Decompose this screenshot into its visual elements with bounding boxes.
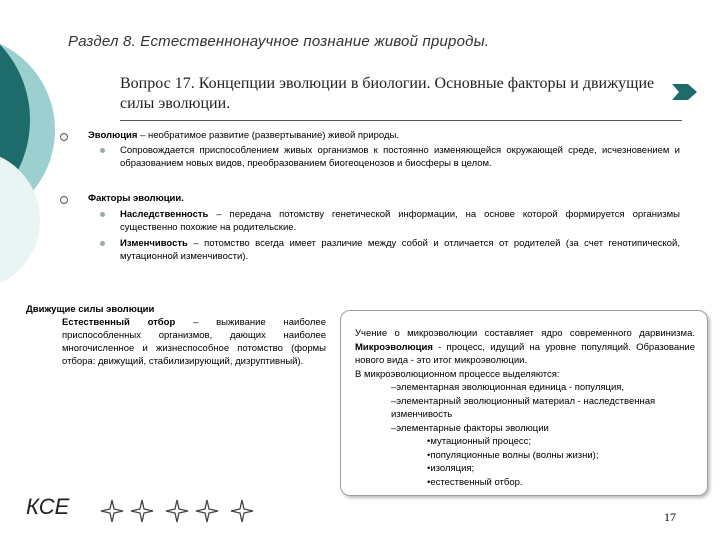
processes-heading: В микроэволюционном процессе выделяются:: [355, 368, 560, 380]
sparkle-stars-icon: [100, 498, 270, 524]
list-item: •мутационный процесс;: [427, 436, 532, 447]
factors-list: [355, 435, 695, 489]
list-item: •изоляция;: [427, 463, 475, 474]
natural-selection-description: – выживание наиболее приспособленных организмов, дающих наиболее многочисленное и жизнеспособное потомство (формы отбора: движущий, стабилизирующий, дизруптивный).: [62, 317, 326, 367]
circle-bullet-icon: [60, 133, 68, 141]
heredity-term: Наследственность: [120, 209, 209, 220]
microevolution-term: Микроэволюция: [355, 341, 433, 353]
list-item: •популяционные волны (волны жизни);: [427, 449, 599, 461]
next-arrow-icon[interactable]: [672, 83, 698, 101]
heredity-text: – передача потомству генетической информации, на основе которой формируется организмы существенно похожие на родительские.: [120, 209, 680, 233]
microevolution-intro: [355, 327, 695, 368]
heredity-item: [120, 208, 680, 234]
evolution-definition: [88, 129, 678, 142]
evolution-text: – необратимое развитие (развертывание) живой природы.: [137, 130, 399, 141]
driving-forces-block: [26, 303, 326, 368]
microevolution-text: - процесс, идущий на уровне популяций. Образование нового вида - это итог микроэволюции.: [355, 341, 695, 366]
list-item: –элементарные факторы эволюции: [391, 422, 549, 434]
dot-bullet-icon: [100, 212, 105, 217]
processes-list: [355, 381, 695, 435]
microevolution-intro-text: Учение о микроэволюции составляет ядро современного дарвинизма.: [355, 328, 695, 339]
dot-bullet-icon: [100, 241, 105, 246]
variability-term: Изменчивость: [120, 238, 188, 249]
list-item: –элементарная эволюционная единица - популяция,: [391, 382, 625, 393]
evolution-subpoint: Сопровождается приспособлением живых организмов к постоянно изменяющейся окружающей среде, исчезновением и образованием новых видов, преобразованием биогеоценозов и биосферы в целом.: [120, 145, 680, 169]
list-item: •естественный отбор.: [427, 476, 523, 488]
factors-heading: [88, 192, 184, 205]
driving-forces-heading: [26, 303, 326, 316]
natural-selection-text: [26, 316, 326, 368]
list-item: –элементарный эволюционный материал - наследственная изменчивость: [391, 395, 656, 420]
dot-bullet-icon: [100, 148, 105, 153]
variability-text: – потомство всегда имеет различие между собой и отличается от родителей (за счет генотипической, мутационной изменчивости).: [120, 238, 680, 262]
decorative-stars: [100, 498, 270, 524]
microevolution-box: [340, 310, 708, 496]
page-number: 17: [664, 510, 676, 524]
section-title: Раздел 8. Естественнонаучное познание живой природы.: [68, 33, 490, 50]
natural-selection-term: Естественный отбор: [62, 317, 176, 328]
factors-heading-text: Факторы эволюции.: [88, 193, 184, 204]
evolution-term: Эволюция: [88, 130, 138, 141]
circle-bullet-icon: [60, 196, 68, 204]
footer-label: КСЕ: [26, 494, 70, 519]
driving-forces-heading-text: Движущие силы эволюции: [26, 304, 155, 315]
decorative-circles: [0, 0, 60, 300]
question-title: Вопрос 17. Концепции эволюции в биологии. Основные факторы и движущие силы эволюции.: [120, 75, 655, 112]
title-divider: [120, 120, 682, 121]
variability-item: [120, 237, 680, 263]
